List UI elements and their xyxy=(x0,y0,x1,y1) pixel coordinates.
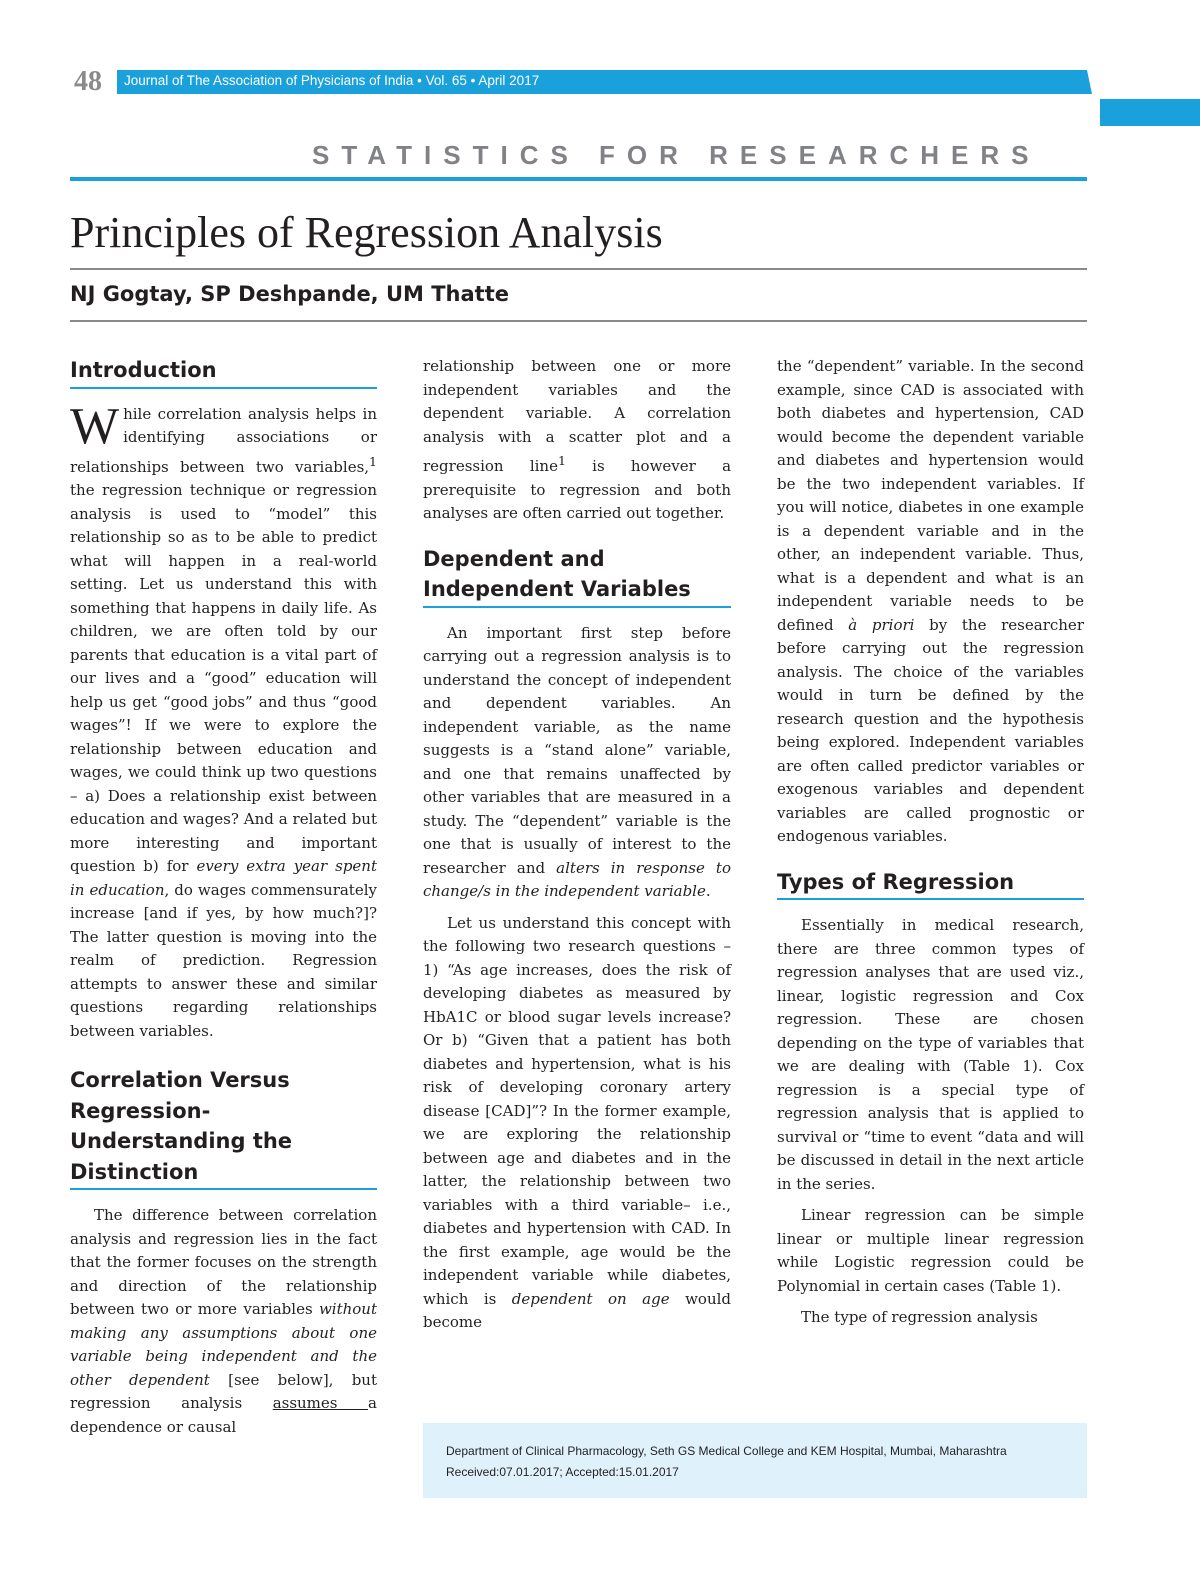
heading-dependent-independent: Dependent and Independent Variables xyxy=(423,544,731,608)
text: hile correlation analysis helps in identifying associations or relationships between two variables, xyxy=(70,404,377,476)
article-title: Principles of Regression Analysis xyxy=(70,208,663,257)
column-1 xyxy=(70,355,377,1439)
text: relationship between one or more independent variables and the dependent variable. A correlation analysis with a scatter plot and a regression line xyxy=(423,357,731,475)
heading-correlation-vs-regression: Correlation Versus Regression-Understanding the Distinction xyxy=(70,1065,377,1190)
affiliation-box xyxy=(423,1423,1087,1498)
text: would become xyxy=(423,1289,732,1331)
heading-types-of-regression: Types of Regression xyxy=(777,867,1084,901)
text: , do wages commensurately increase [and if yes, by how much?]? The latter question is moving into the realm of prediction. Regression attempts to answer these and similar questions regarding relationships between variables. xyxy=(70,880,377,1040)
text: by the researcher before carrying out the regression analysis. The choice of the variables would in turn be defined by the research question and the hypothesis being explored. Independent variables are often called predictor variables or exogenous variables and dependent variables are called prognostic or endogenous variables. xyxy=(777,615,1084,845)
reference-1: 1 xyxy=(557,453,566,468)
text: Let us understand this concept with the following two research questions – 1) “As age increases, does the risk of developing diabetes as measured by HbA1C or blood sugar levels increase? Or b) “Given that a patient has both diabetes and hypertension, what is his risk of developing coronary artery disease [CAD]”? In the former example, we are exploring the relationship between age and diabetes and in the latter, the relationship between two variables with a third variable– i.e., diabetes and hypertension with CAD. In the first example, age would be the independent variable while diabetes, which is xyxy=(423,913,731,1308)
section-label: STATISTICS FOR RESEARCHERS xyxy=(312,140,1041,170)
paragraph-types: Essentially in medical research, there are three common types of regression analyses that are used viz., linear, logistic regression and Cox regression. These are chosen depending on the type of variables that we are dealing with (Table 1). Cox regression is a special type of regression analysis that is applied to survival or “time to event “data and will be discussed in detail in the next article in the series. xyxy=(777,916,1084,1193)
text: An important first step before carrying out a regression analysis is to understand the concept of independent and dependent variables. An independent variable, as the name suggests is a “stand alone” variable, and one that remains unaffected by other variables that are measured in a study. The “dependent” variable is the one that is usually of interest to the researcher and xyxy=(423,623,731,877)
reference-1: 1 xyxy=(369,453,377,469)
affiliation-text: Department of Clinical Pharmacology, Seth GS Medical College and KEM Hospital, Mumbai, Maharashtra xyxy=(446,1444,1007,1458)
text: The difference between correlation analysis and regression lies in the fact that the former focuses on the strength and direction of the relationship between two or more variables xyxy=(70,1206,377,1318)
paragraph-linear: Linear regression can be simple linear or multiple linear regression while Logistic regression could be Polynomial in certain cases (Table 1). xyxy=(777,1206,1084,1295)
underlined-text: assumes xyxy=(272,1394,369,1412)
paragraph-introduction xyxy=(70,397,377,1044)
heading-introduction: Introduction xyxy=(70,355,377,389)
italic-text: every extra year spent in education xyxy=(70,857,377,899)
text: the regression technique or regression analysis is used to “model” this relationship so as to be able to predict what will happen in a real-world setting. Let us understand this with something that happens in daily life. As children, we are often told by our parents that education is a vital part of our lives and a “good” education will help us get “good jobs” and thus “good wages”! If we were to explore the relationship between education and wages, we could think up two questions – a) Does a relationship exist between education and wages? And a related but more interesting and important question b) for xyxy=(70,481,377,875)
italic-text: à priori xyxy=(848,615,915,634)
paragraph-continued xyxy=(777,355,1084,849)
paragraph-type-of-analysis: The type of regression analysis xyxy=(801,1308,1038,1326)
italic-text: dependent on age xyxy=(511,1289,670,1308)
text: is however a prerequisite to regression and both analyses are often carried out together. xyxy=(423,457,732,522)
paragraph-continued xyxy=(423,355,731,526)
banner-tab xyxy=(1100,99,1200,126)
article-authors: NJ Gogtay, SP Deshpande, UM Thatte xyxy=(70,282,510,306)
italic-text: without making any assumptions about one variable being independent and the other dependent xyxy=(70,1300,377,1389)
text: the “dependent” variable. In the second example, since CAD is associated with both diabetes and hypertension, CAD would become the dependent variable and diabetes and hypertension would be the two independent variables. If you will notice, diabetes in one example is a dependent variable and in the other, an independent variable. Thus, what is a dependent and what is an independent variable needs to be defined xyxy=(777,357,1084,634)
title-divider xyxy=(70,268,1087,270)
authors-divider xyxy=(70,320,1087,322)
paragraph-dependent-variables xyxy=(423,622,731,904)
page-number: 48 xyxy=(74,66,102,97)
received-accepted-dates: Received:07.01.2017; Accepted:15.01.2017 xyxy=(446,1465,679,1479)
column-3 xyxy=(777,355,1084,1330)
journal-line: Journal of The Association of Physicians of India • Vol. 65 • April 2017 xyxy=(124,73,540,88)
text: a dependence or causal xyxy=(70,1394,377,1436)
paragraph-correlation xyxy=(70,1204,377,1439)
drop-cap: W xyxy=(70,397,120,455)
section-divider xyxy=(70,177,1087,181)
text: . xyxy=(705,882,711,900)
column-2 xyxy=(423,355,731,1335)
paragraph-examples xyxy=(423,912,731,1335)
italic-text: alters in response to change/s in the independent variable xyxy=(423,858,731,900)
text: [see below], but regression analysis xyxy=(70,1370,377,1412)
